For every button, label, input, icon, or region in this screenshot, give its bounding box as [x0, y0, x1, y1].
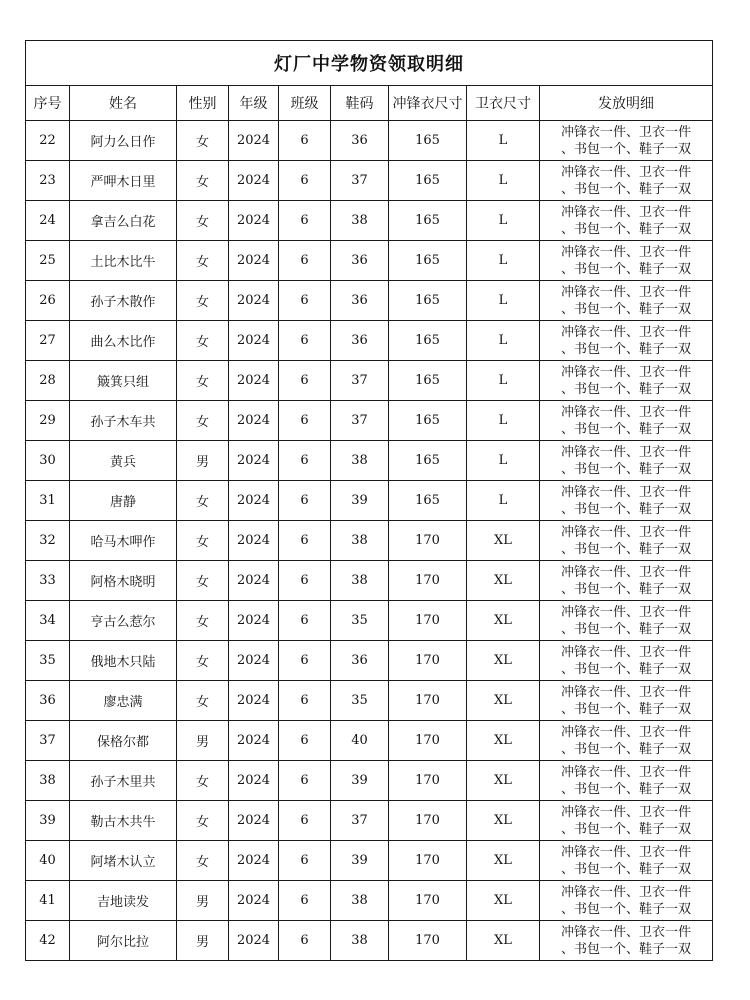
cell-hoodie-size: L: [467, 201, 540, 241]
cell-shoe-size: 37: [331, 161, 389, 201]
cell-jacket-size: 170: [389, 801, 467, 841]
cell-class: 6: [279, 441, 331, 481]
cell-name: 哈马木呷作: [70, 521, 177, 561]
cell-grade: 2024: [229, 241, 279, 281]
cell-shoe-size: 38: [331, 921, 389, 961]
header-name: 姓名: [70, 86, 177, 121]
cell-name: 严呷木日里: [70, 161, 177, 201]
cell-no: 22: [26, 121, 70, 161]
cell-detail: 冲锋衣一件、卫衣一件 、书包一个、鞋子一双: [540, 721, 713, 761]
cell-detail: 冲锋衣一件、卫衣一件 、书包一个、鞋子一双: [540, 561, 713, 601]
table-row: [26, 201, 713, 241]
cell-jacket-size: 165: [389, 481, 467, 521]
cell-name: 亨古么惹尔: [70, 601, 177, 641]
cell-name: 孙子木车共: [70, 401, 177, 441]
table-row: [26, 521, 713, 561]
cell-gender: 女: [177, 121, 229, 161]
cell-gender: 男: [177, 441, 229, 481]
cell-gender: 女: [177, 281, 229, 321]
cell-no: 39: [26, 801, 70, 841]
cell-shoe-size: 36: [331, 321, 389, 361]
cell-jacket-size: 170: [389, 681, 467, 721]
cell-gender: 女: [177, 481, 229, 521]
cell-gender: 女: [177, 681, 229, 721]
cell-jacket-size: 170: [389, 921, 467, 961]
cell-gender: 女: [177, 361, 229, 401]
cell-detail: 冲锋衣一件、卫衣一件 、书包一个、鞋子一双: [540, 921, 713, 961]
cell-jacket-size: 165: [389, 281, 467, 321]
cell-name: 黄兵: [70, 441, 177, 481]
cell-hoodie-size: L: [467, 481, 540, 521]
cell-hoodie-size: XL: [467, 761, 540, 801]
table-row: [26, 481, 713, 521]
cell-no: 42: [26, 921, 70, 961]
table-row: [26, 441, 713, 481]
cell-class: 6: [279, 841, 331, 881]
cell-no: 38: [26, 761, 70, 801]
cell-gender: 女: [177, 561, 229, 601]
cell-grade: 2024: [229, 521, 279, 561]
cell-no: 30: [26, 441, 70, 481]
table-row: [26, 401, 713, 441]
cell-hoodie-size: XL: [467, 721, 540, 761]
cell-jacket-size: 170: [389, 561, 467, 601]
cell-name: 勒古木共牛: [70, 801, 177, 841]
cell-name: 阿格木晓明: [70, 561, 177, 601]
header-gender: 性别: [177, 86, 229, 121]
cell-grade: 2024: [229, 401, 279, 441]
table-row: [26, 641, 713, 681]
cell-name: 唐静: [70, 481, 177, 521]
cell-detail: 冲锋衣一件、卫衣一件 、书包一个、鞋子一双: [540, 161, 713, 201]
cell-hoodie-size: XL: [467, 841, 540, 881]
cell-class: 6: [279, 641, 331, 681]
cell-grade: 2024: [229, 201, 279, 241]
cell-grade: 2024: [229, 641, 279, 681]
cell-name: 俄地木只陆: [70, 641, 177, 681]
cell-hoodie-size: L: [467, 161, 540, 201]
table-row: [26, 361, 713, 401]
cell-detail: 冲锋衣一件、卫衣一件 、书包一个、鞋子一双: [540, 201, 713, 241]
cell-shoe-size: 39: [331, 481, 389, 521]
cell-no: 24: [26, 201, 70, 241]
cell-class: 6: [279, 401, 331, 441]
cell-gender: 女: [177, 161, 229, 201]
cell-detail: 冲锋衣一件、卫衣一件 、书包一个、鞋子一双: [540, 321, 713, 361]
cell-detail: 冲锋衣一件、卫衣一件 、书包一个、鞋子一双: [540, 681, 713, 721]
cell-class: 6: [279, 361, 331, 401]
cell-gender: 女: [177, 601, 229, 641]
cell-shoe-size: 37: [331, 401, 389, 441]
cell-no: 25: [26, 241, 70, 281]
cell-class: 6: [279, 241, 331, 281]
table-row: [26, 241, 713, 281]
cell-hoodie-size: L: [467, 281, 540, 321]
table-row: [26, 161, 713, 201]
title-row: [26, 41, 713, 86]
distribution-table: [25, 40, 713, 961]
cell-shoe-size: 37: [331, 801, 389, 841]
cell-shoe-size: 36: [331, 641, 389, 681]
cell-jacket-size: 170: [389, 841, 467, 881]
cell-shoe-size: 39: [331, 761, 389, 801]
cell-gender: 女: [177, 521, 229, 561]
cell-no: 40: [26, 841, 70, 881]
cell-grade: 2024: [229, 601, 279, 641]
table-row: [26, 561, 713, 601]
cell-no: 35: [26, 641, 70, 681]
header-no: 序号: [26, 86, 70, 121]
cell-class: 6: [279, 481, 331, 521]
header-detail: 发放明细: [540, 86, 713, 121]
cell-jacket-size: 165: [389, 161, 467, 201]
cell-jacket-size: 170: [389, 721, 467, 761]
header-jacket-size: 冲锋衣尺寸: [389, 86, 467, 121]
cell-detail: 冲锋衣一件、卫衣一件 、书包一个、鞋子一双: [540, 641, 713, 681]
cell-jacket-size: 170: [389, 881, 467, 921]
cell-grade: 2024: [229, 721, 279, 761]
cell-gender: 女: [177, 801, 229, 841]
cell-no: 34: [26, 601, 70, 641]
cell-class: 6: [279, 161, 331, 201]
cell-name: 孙子木散作: [70, 281, 177, 321]
cell-gender: 女: [177, 401, 229, 441]
cell-name: 阿堵木认立: [70, 841, 177, 881]
cell-gender: 男: [177, 881, 229, 921]
cell-jacket-size: 170: [389, 601, 467, 641]
table-row: [26, 921, 713, 961]
cell-no: 37: [26, 721, 70, 761]
cell-no: 27: [26, 321, 70, 361]
cell-grade: 2024: [229, 161, 279, 201]
cell-hoodie-size: XL: [467, 561, 540, 601]
table-row: [26, 881, 713, 921]
table-row: [26, 321, 713, 361]
cell-grade: 2024: [229, 681, 279, 721]
cell-name: 拿吉么白花: [70, 201, 177, 241]
cell-name: 保格尔都: [70, 721, 177, 761]
cell-shoe-size: 35: [331, 601, 389, 641]
cell-detail: 冲锋衣一件、卫衣一件 、书包一个、鞋子一双: [540, 481, 713, 521]
cell-class: 6: [279, 201, 331, 241]
table-row: [26, 121, 713, 161]
cell-name: 土比木比牛: [70, 241, 177, 281]
cell-hoodie-size: L: [467, 121, 540, 161]
cell-jacket-size: 165: [389, 201, 467, 241]
cell-shoe-size: 37: [331, 361, 389, 401]
cell-grade: 2024: [229, 761, 279, 801]
cell-hoodie-size: L: [467, 441, 540, 481]
table-row: [26, 841, 713, 881]
cell-class: 6: [279, 601, 331, 641]
cell-hoodie-size: XL: [467, 881, 540, 921]
cell-grade: 2024: [229, 801, 279, 841]
cell-hoodie-size: XL: [467, 641, 540, 681]
cell-detail: 冲锋衣一件、卫衣一件 、书包一个、鞋子一双: [540, 241, 713, 281]
cell-jacket-size: 165: [389, 401, 467, 441]
table-row: [26, 761, 713, 801]
cell-gender: 女: [177, 641, 229, 681]
cell-jacket-size: 165: [389, 441, 467, 481]
cell-jacket-size: 165: [389, 321, 467, 361]
cell-class: 6: [279, 921, 331, 961]
cell-no: 32: [26, 521, 70, 561]
cell-gender: 女: [177, 321, 229, 361]
cell-class: 6: [279, 881, 331, 921]
cell-detail: 冲锋衣一件、卫衣一件 、书包一个、鞋子一双: [540, 441, 713, 481]
cell-class: 6: [279, 521, 331, 561]
cell-jacket-size: 170: [389, 521, 467, 561]
cell-shoe-size: 40: [331, 721, 389, 761]
cell-hoodie-size: XL: [467, 921, 540, 961]
cell-no: 33: [26, 561, 70, 601]
cell-no: 36: [26, 681, 70, 721]
table-row: [26, 801, 713, 841]
cell-shoe-size: 38: [331, 521, 389, 561]
cell-name: 廖忠满: [70, 681, 177, 721]
cell-class: 6: [279, 721, 331, 761]
cell-no: 26: [26, 281, 70, 321]
cell-name: 孙子木里共: [70, 761, 177, 801]
cell-detail: 冲锋衣一件、卫衣一件 、书包一个、鞋子一双: [540, 601, 713, 641]
cell-class: 6: [279, 121, 331, 161]
cell-grade: 2024: [229, 481, 279, 521]
cell-detail: 冲锋衣一件、卫衣一件 、书包一个、鞋子一双: [540, 841, 713, 881]
cell-grade: 2024: [229, 281, 279, 321]
cell-no: 28: [26, 361, 70, 401]
cell-class: 6: [279, 281, 331, 321]
cell-hoodie-size: L: [467, 401, 540, 441]
cell-name: 簸箕只组: [70, 361, 177, 401]
cell-class: 6: [279, 321, 331, 361]
cell-jacket-size: 165: [389, 121, 467, 161]
cell-gender: 女: [177, 201, 229, 241]
cell-name: 曲么木比作: [70, 321, 177, 361]
cell-shoe-size: 36: [331, 281, 389, 321]
cell-detail: 冲锋衣一件、卫衣一件 、书包一个、鞋子一双: [540, 361, 713, 401]
cell-shoe-size: 38: [331, 881, 389, 921]
cell-grade: 2024: [229, 321, 279, 361]
cell-grade: 2024: [229, 361, 279, 401]
header-grade: 年级: [229, 86, 279, 121]
cell-name: 吉地读发: [70, 881, 177, 921]
cell-grade: 2024: [229, 121, 279, 161]
cell-class: 6: [279, 561, 331, 601]
cell-detail: 冲锋衣一件、卫衣一件 、书包一个、鞋子一双: [540, 121, 713, 161]
cell-hoodie-size: XL: [467, 601, 540, 641]
cell-gender: 女: [177, 761, 229, 801]
cell-no: 41: [26, 881, 70, 921]
cell-hoodie-size: L: [467, 241, 540, 281]
cell-no: 23: [26, 161, 70, 201]
cell-shoe-size: 38: [331, 561, 389, 601]
cell-gender: 女: [177, 241, 229, 281]
cell-detail: 冲锋衣一件、卫衣一件 、书包一个、鞋子一双: [540, 281, 713, 321]
cell-grade: 2024: [229, 881, 279, 921]
header-shoe-size: 鞋码: [331, 86, 389, 121]
cell-grade: 2024: [229, 921, 279, 961]
cell-jacket-size: 170: [389, 761, 467, 801]
cell-hoodie-size: L: [467, 321, 540, 361]
cell-detail: 冲锋衣一件、卫衣一件 、书包一个、鞋子一双: [540, 401, 713, 441]
header-row: [26, 86, 713, 121]
cell-detail: 冲锋衣一件、卫衣一件 、书包一个、鞋子一双: [540, 521, 713, 561]
cell-detail: 冲锋衣一件、卫衣一件 、书包一个、鞋子一双: [540, 801, 713, 841]
table-row: [26, 281, 713, 321]
cell-gender: 男: [177, 721, 229, 761]
cell-name: 阿尔比拉: [70, 921, 177, 961]
cell-shoe-size: 36: [331, 121, 389, 161]
cell-grade: 2024: [229, 561, 279, 601]
cell-grade: 2024: [229, 441, 279, 481]
cell-jacket-size: 165: [389, 241, 467, 281]
cell-hoodie-size: L: [467, 361, 540, 401]
cell-jacket-size: 165: [389, 361, 467, 401]
cell-shoe-size: 39: [331, 841, 389, 881]
cell-jacket-size: 170: [389, 641, 467, 681]
table-row: [26, 601, 713, 641]
sheet-title: 灯厂中学物资领取明细: [26, 41, 713, 86]
cell-shoe-size: 38: [331, 441, 389, 481]
cell-shoe-size: 38: [331, 201, 389, 241]
header-class: 班级: [279, 86, 331, 121]
cell-hoodie-size: XL: [467, 681, 540, 721]
distribution-sheet: [25, 40, 712, 961]
cell-class: 6: [279, 681, 331, 721]
cell-shoe-size: 35: [331, 681, 389, 721]
table-row: [26, 721, 713, 761]
cell-gender: 女: [177, 841, 229, 881]
cell-hoodie-size: XL: [467, 801, 540, 841]
cell-gender: 男: [177, 921, 229, 961]
cell-class: 6: [279, 801, 331, 841]
cell-detail: 冲锋衣一件、卫衣一件 、书包一个、鞋子一双: [540, 881, 713, 921]
cell-no: 29: [26, 401, 70, 441]
cell-shoe-size: 36: [331, 241, 389, 281]
cell-grade: 2024: [229, 841, 279, 881]
cell-no: 31: [26, 481, 70, 521]
cell-detail: 冲锋衣一件、卫衣一件 、书包一个、鞋子一双: [540, 761, 713, 801]
cell-name: 阿力么日作: [70, 121, 177, 161]
header-hoodie-size: 卫衣尺寸: [467, 86, 540, 121]
table-row: [26, 681, 713, 721]
cell-hoodie-size: XL: [467, 521, 540, 561]
cell-class: 6: [279, 761, 331, 801]
